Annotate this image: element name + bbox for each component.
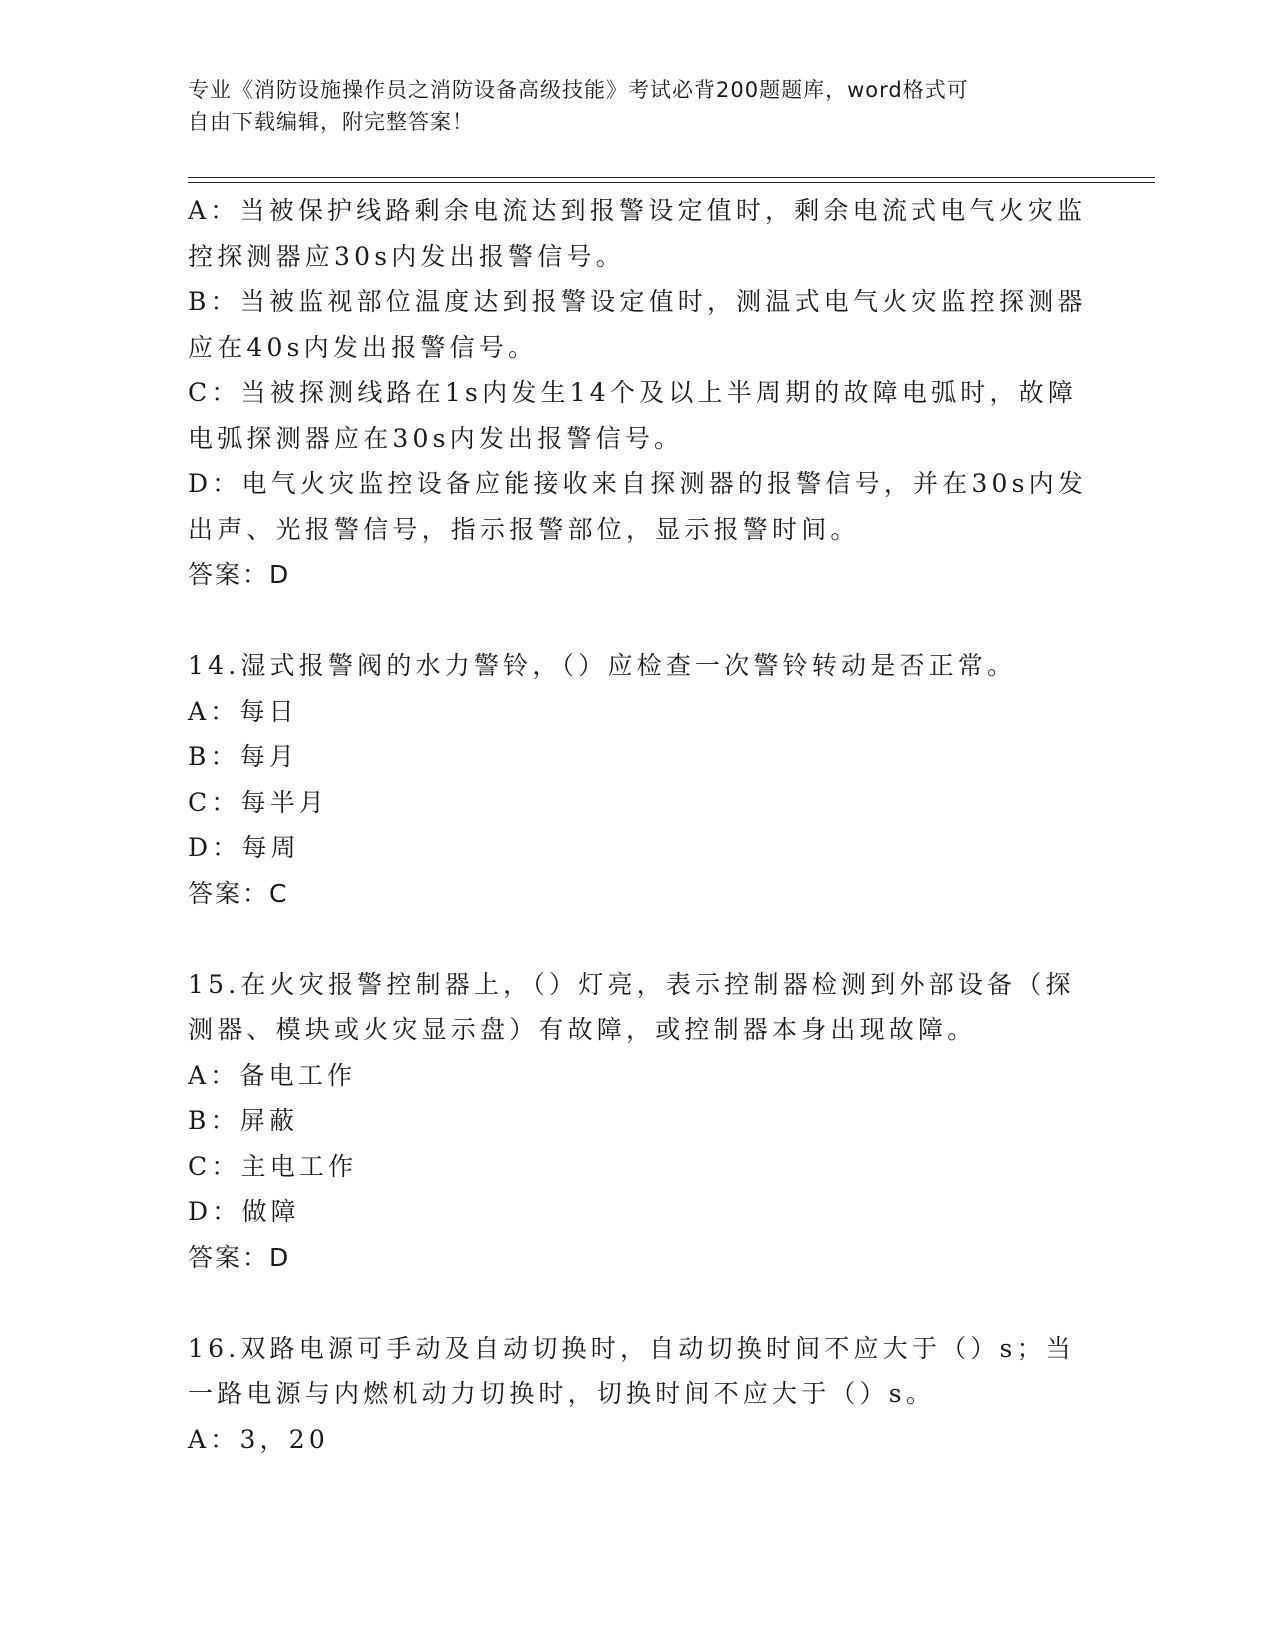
- q16-option-a: A：3，20: [188, 1424, 329, 1454]
- spacer: [188, 598, 1068, 644]
- q15-option-d: D：做障: [188, 1197, 300, 1226]
- q14-option-c: C：每半月: [188, 787, 329, 817]
- q13-option-a-line-1: A：当被保护线路剩余电流达到报警设定值时，剩余电流式电气火灾监: [188, 196, 1087, 225]
- q14-option-d: D：每周: [188, 833, 300, 862]
- q14-question: 14.湿式报警阀的水力警铃，（）应检查一次警铃转动是否正常。: [188, 651, 1017, 680]
- q13-answer: 答案：D: [188, 560, 291, 589]
- q15-option-c: C：主电工作: [188, 1151, 358, 1181]
- q15-question-line-2: 测器、模块或火灾显示盘）有故障，或控制器本身出现故障。: [188, 1015, 977, 1044]
- q14-option-a: A：每日: [188, 696, 298, 726]
- header-line-1: 专业《消防设施操作员之消防设备高级技能》考试必背200题题库，word格式可: [188, 78, 969, 102]
- q15-answer: 答案：D: [188, 1242, 291, 1272]
- header-divider-bottom: [188, 182, 1155, 183]
- q16-question-line-2: 一路电源与内燃机动力切换时，切换时间不应大于（）s。: [188, 1379, 936, 1408]
- q13-option-d-line-2: 出声、光报警信号，指示报警部位，显示报警时间。: [188, 514, 860, 544]
- q13-option-c-line-1: C：当被探测线路在1s内发生14个及以上半周期的故障电弧时，故障: [188, 378, 1078, 407]
- q13-option-d-line-1: D：电气火灾监控设备应能接收来自探测器的报警信号，并在30s内发: [188, 469, 1088, 498]
- header-line-2: 自由下载编辑，附完整答案！: [188, 110, 474, 134]
- q13-option-b-line-1: B：当被监视部位温度达到报警设定值时，测温式电气火灾监控探测器: [188, 287, 1087, 316]
- header-divider-top: [188, 177, 1155, 178]
- q15-option-b: B：屏蔽: [188, 1106, 299, 1135]
- q13-option-c-line-2: 电弧探测器应在30s内发出报警信号。: [188, 423, 684, 453]
- spacer: [188, 1280, 1068, 1326]
- q13-option-b-line-2: 应在40s内发出报警信号。: [188, 332, 538, 362]
- question-15-block: [188, 962, 1075, 1281]
- document-header: [188, 74, 1088, 138]
- question-13-block: [188, 188, 1088, 598]
- q14-option-b: B：每月: [188, 742, 299, 771]
- q14-answer: 答案：C: [188, 878, 289, 908]
- question-14-block: [188, 643, 1068, 916]
- question-16-block: [188, 1326, 1075, 1463]
- q16-question-line-1: 16.双路电源可手动及自动切换时，自动切换时间不应大于（）s；当: [188, 1333, 1075, 1363]
- question-content: [188, 188, 1088, 1462]
- q15-question-line-1: 15.在火灾报警控制器上，（）灯亮，表示控制器检测到外部设备（探: [188, 969, 1075, 999]
- q13-option-a-line-2: 控探测器应30s内发出报警信号。: [188, 241, 625, 271]
- spacer: [188, 916, 1068, 962]
- q15-option-a: A：备电工作: [188, 1060, 357, 1090]
